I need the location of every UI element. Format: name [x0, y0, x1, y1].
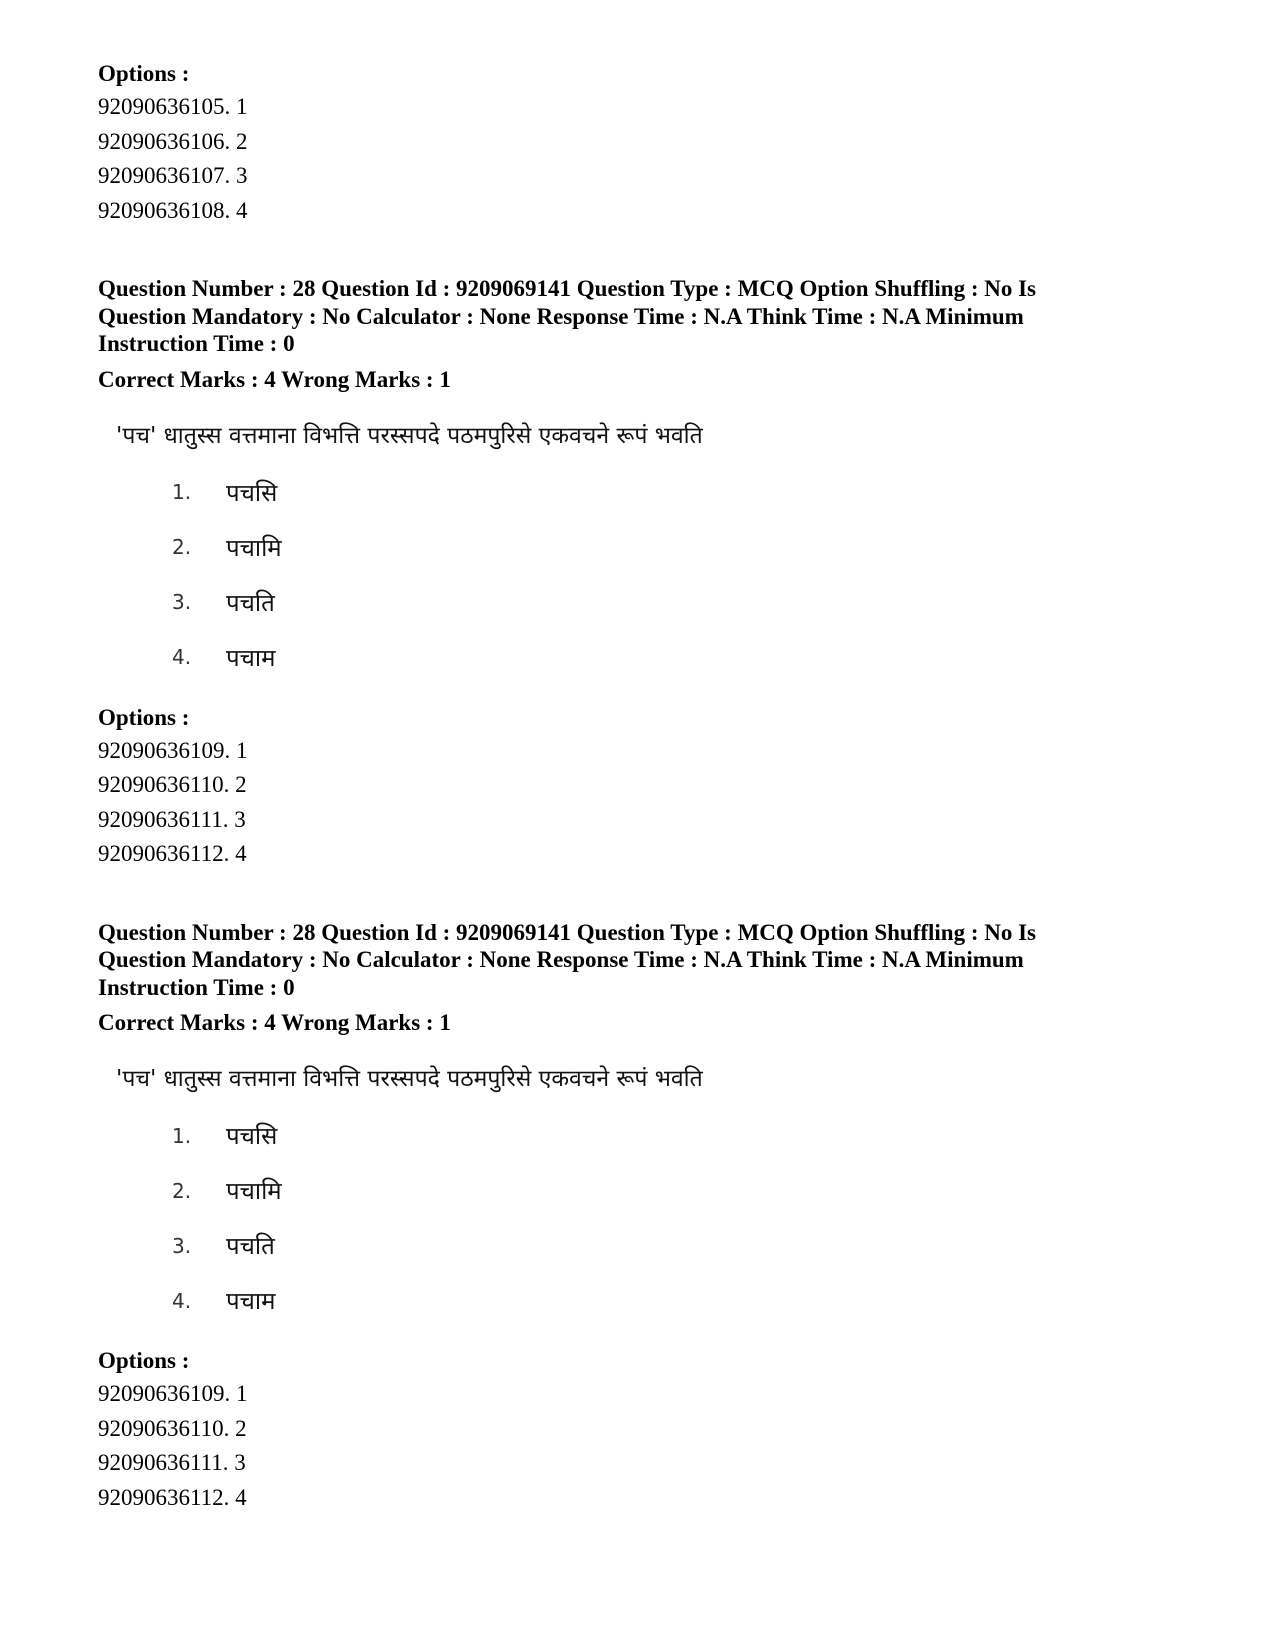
choice-item — [172, 520, 1198, 575]
marks-line: Correct Marks : 4 Wrong Marks : 1 — [98, 1010, 451, 1035]
question-meta-line: Question Mandatory : No Calculator : None Response Time : N.A Think Time : N.A Minimum — [98, 303, 1024, 329]
choice-text: पचामि — [226, 533, 282, 562]
choice-text: पचति — [226, 1232, 275, 1260]
option-line: 92090636109. 1 — [98, 737, 248, 763]
choice-text: पचसि — [226, 1122, 278, 1150]
options-block — [98, 701, 1198, 872]
option-line: 92090636109. 1 — [98, 1381, 248, 1406]
document-page — [98, 57, 1198, 1515]
options-heading: Options : — [98, 61, 190, 86]
choice-item — [172, 1163, 1198, 1218]
question-meta-line: Question Number : 28 Question Id : 9209069141 Question Type : MCQ Option Shuffling : No Is — [98, 276, 1037, 301]
choice-list — [172, 1108, 1198, 1328]
choice-number: 1. — [172, 1123, 192, 1148]
option-line: 92090636112. 4 — [98, 1484, 247, 1510]
question-block — [98, 919, 1198, 1516]
choice-text: पचामि — [226, 1177, 282, 1205]
option-line: 92090636111. 3 — [98, 1450, 246, 1475]
option-line: 92090636112. 4 — [98, 841, 247, 866]
marks-line: Correct Marks : 4 Wrong Marks : 1 — [98, 366, 451, 392]
question-block — [98, 275, 1198, 872]
choice-number: 2. — [172, 1178, 192, 1203]
question-meta-line: Instruction Time : 0 — [98, 974, 295, 1000]
choice-item — [172, 1273, 1198, 1328]
options-heading: Options : — [98, 1348, 190, 1373]
choice-number: 4. — [172, 1288, 192, 1313]
option-line: 92090636108. 4 — [98, 197, 248, 223]
option-line: 92090636106. 2 — [98, 128, 248, 154]
choice-list — [172, 465, 1198, 685]
choice-item — [172, 1108, 1198, 1163]
choice-number: 3. — [172, 590, 192, 614]
option-line: 92090636110. 2 — [98, 772, 247, 797]
choice-text: पचसि — [226, 478, 278, 507]
choice-number: 4. — [172, 645, 192, 669]
question-stem: 'पच' धातुस्स वत्तमाना विभत्ति परस्सपदे पठमपुरिसे एकवचने रूपं भवति — [116, 1066, 703, 1092]
choice-item — [172, 575, 1198, 630]
question-meta-line: Instruction Time : 0 — [98, 331, 295, 356]
question-stem: 'पच' धातुस्स वत्तमाना विभत्ति परस्सपदे पठमपुरिसे एकवचने रूपं भवति — [116, 422, 703, 449]
options-block — [98, 1344, 1198, 1515]
choice-number: 2. — [172, 535, 192, 559]
option-line: 92090636107. 3 — [98, 163, 248, 188]
choice-text: पचति — [226, 588, 275, 617]
option-line: 92090636105. 1 — [98, 94, 248, 119]
choice-text: पचाम — [226, 643, 276, 672]
choice-item — [172, 630, 1198, 685]
choice-text: पचाम — [226, 1287, 276, 1315]
top-options-block — [98, 57, 1198, 228]
choice-number: 1. — [172, 480, 192, 504]
choice-item — [172, 465, 1198, 520]
choice-number: 3. — [172, 1233, 192, 1258]
options-heading: Options : — [98, 704, 190, 730]
question-meta-line: Question Number : 28 Question Id : 9209069141 Question Type : MCQ Option Shuffling : No Is — [98, 919, 1037, 945]
option-line: 92090636110. 2 — [98, 1415, 247, 1441]
option-line: 92090636111. 3 — [98, 806, 246, 832]
choice-item — [172, 1218, 1198, 1273]
question-meta-line: Question Mandatory : No Calculator : None Response Time : N.A Think Time : N.A Minimum — [98, 947, 1024, 972]
